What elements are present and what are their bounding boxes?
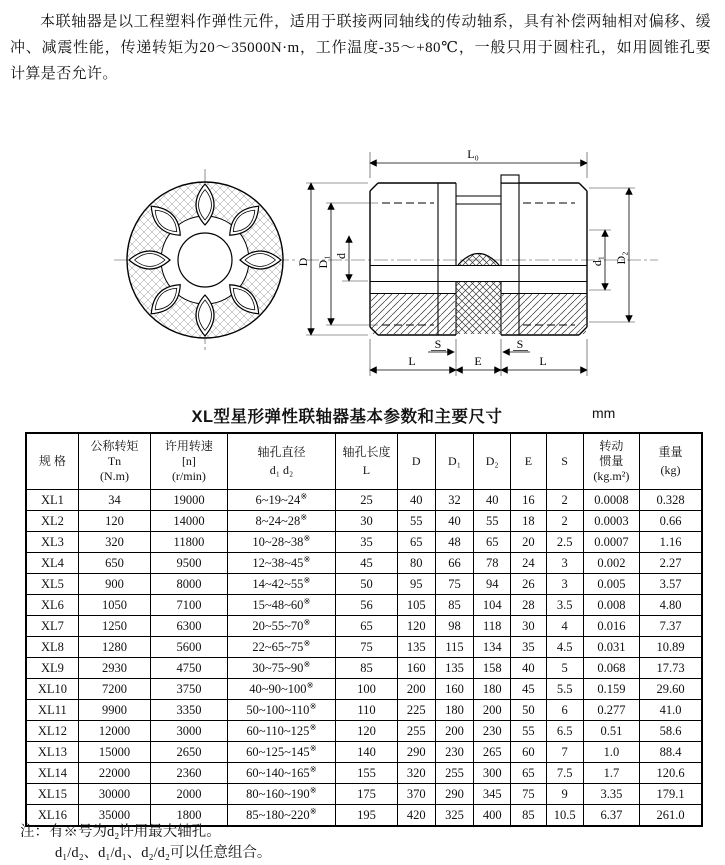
table-cell: 120 [397,616,435,637]
table-cell: 50 [336,574,397,595]
dim-label-d1: d₁ [590,255,604,267]
table-cell: 15000 [78,742,150,763]
table-cell: 22000 [78,763,150,784]
table-cell: 41.0 [640,700,702,721]
table-cell: 4 [546,616,583,637]
table-row [26,574,702,595]
table-cell: 55 [474,511,511,532]
table-row [26,637,702,658]
table-cell: 20~55~70※ [227,616,336,637]
table-cell: 200 [474,700,511,721]
table-cell: XL8 [26,637,78,658]
table-cell: 2.5 [546,532,583,553]
front-view [114,169,297,351]
max-bore-star: ※ [306,679,314,690]
dim-label-D2: D₂ [614,251,628,265]
table-cell: 16 [511,490,546,511]
table-cell: 290 [435,784,473,805]
spec-table-body [26,490,702,827]
table-cell: 30 [336,511,397,532]
table-cell: 120 [78,511,150,532]
dim-label-D: D [296,257,310,267]
table-cell: 65 [336,616,397,637]
table-cell: 40 [397,490,435,511]
table-row [26,595,702,616]
table-cell: 1050 [78,595,150,616]
table-cell: 225 [397,700,435,721]
table-cell: XL2 [26,511,78,532]
max-bore-star: ※ [309,700,317,711]
max-bore-star: ※ [303,637,311,648]
table-cell: 195 [336,805,397,827]
table-row [26,511,702,532]
table-cell: 2 [546,511,583,532]
table-cell: 94 [474,574,511,595]
table-cell: 5600 [151,637,227,658]
max-bore-star: ※ [309,742,317,753]
table-cell: 320 [397,763,435,784]
table-cell: 17.73 [640,658,702,679]
table-cell: XL7 [26,616,78,637]
table-cell: 0.277 [583,700,639,721]
table-cell: 80~160~190※ [227,784,336,805]
table-cell: 45 [511,679,546,700]
table-cell: 6~19~24※ [227,490,336,511]
table-cell: 400 [474,805,511,827]
table-cell: XL4 [26,553,78,574]
table-cell: 11800 [151,532,227,553]
table-cell: 28 [511,595,546,616]
table-cell: 7.37 [640,616,702,637]
table-cell: 60~110~125※ [227,721,336,742]
table-cell: 1.0 [583,742,639,763]
table-cell: 120 [336,721,397,742]
col-header-6: D₁ [435,433,473,490]
table-cell: 4.80 [640,595,702,616]
table-cell: 345 [474,784,511,805]
table-row [26,658,702,679]
table-cell: 34 [78,490,150,511]
table-row [26,532,702,553]
table-cell: 40 [435,511,473,532]
max-bore-star: ※ [303,595,311,606]
table-cell: 75 [511,784,546,805]
col-header-8: E [511,433,546,490]
table-title-row [0,399,725,431]
col-header-3: 轴孔直径 d₁ d₂ [227,433,336,490]
table-cell: 20 [511,532,546,553]
table-cell: 40 [511,658,546,679]
table-cell: 18 [511,511,546,532]
table-cell: 180 [435,700,473,721]
table-cell: 135 [435,658,473,679]
table-cell: 5 [546,658,583,679]
table-cell: 10.5 [546,805,583,827]
table-cell: 7100 [151,595,227,616]
table-cell: 7200 [78,679,150,700]
table-cell: 0.005 [583,574,639,595]
table-cell: 12000 [78,721,150,742]
note-line-2: d₁/d₂、d₁/d₁、d₂/d₂可以任意组合。 [55,845,272,861]
max-bore-star: ※ [300,490,308,501]
dim-label-S-right: S [516,337,524,351]
table-cell: 0.016 [583,616,639,637]
table-cell: 60~125~145※ [227,742,336,763]
col-header-11: 重量 (kg) [640,433,702,490]
table-cell: XL14 [26,763,78,784]
spec-table-head [26,433,702,490]
table-cell: 420 [397,805,435,827]
table-cell: 0.0007 [583,532,639,553]
table-cell: 140 [336,742,397,763]
section-view [296,147,658,376]
max-bore-star: ※ [309,721,317,732]
table-cell: 7 [546,742,583,763]
table-cell: 0.068 [583,658,639,679]
col-header-1: 公称转矩 Tn (N.m) [78,433,150,490]
table-cell: 0.002 [583,553,639,574]
table-cell: 5.5 [546,679,583,700]
max-bore-star: ※ [300,511,308,522]
table-cell: 9 [546,784,583,805]
coupling-figure [0,138,725,396]
table-cell: 58.6 [640,721,702,742]
table-cell: 40 [474,490,511,511]
dim-label-L0: L₀ [467,147,479,161]
table-cell: 24 [511,553,546,574]
max-bore-star: ※ [309,784,317,795]
table-cell: 160 [397,658,435,679]
table-row [26,490,702,511]
table-cell: 85 [511,805,546,827]
table-cell: 35 [336,532,397,553]
max-bore-star: ※ [303,553,311,564]
table-cell: XL9 [26,658,78,679]
col-header-2: 许用转速 [n] (r/min) [151,433,227,490]
col-header-0: 规 格 [26,433,78,490]
col-header-9: S [546,433,583,490]
table-cell: 35000 [78,805,150,827]
table-cell: 65 [511,763,546,784]
table-cell: 48 [435,532,473,553]
table-cell: 9500 [151,553,227,574]
table-row [26,721,702,742]
table-cell: 50 [511,700,546,721]
table-cell: 110 [336,700,397,721]
table-cell: 3 [546,553,583,574]
dim-label-L-right: L [539,354,547,368]
table-cell: 2650 [151,742,227,763]
table-cell: 0.0008 [583,490,639,511]
table-cell: 29.60 [640,679,702,700]
table-cell: 100 [336,679,397,700]
table-cell: 0.66 [640,511,702,532]
table-cell: 26 [511,574,546,595]
table-cell: 75 [336,637,397,658]
table-cell: 160 [435,679,473,700]
table-cell: 3350 [151,700,227,721]
table-cell: 118 [474,616,511,637]
bore-circle [178,233,232,287]
table-cell: 0.159 [583,679,639,700]
table-cell: 9900 [78,700,150,721]
table-cell: 200 [435,721,473,742]
table-cell: 4750 [151,658,227,679]
max-bore-star: ※ [309,763,317,774]
table-cell: XL13 [26,742,78,763]
table-cell: 80 [397,553,435,574]
table-cell: 85~180~220※ [227,805,336,827]
table-cell: 10.89 [640,637,702,658]
table-cell: 115 [435,637,473,658]
table-cell: XL1 [26,490,78,511]
table-unit: mm [592,405,616,421]
table-cell: 10~28~38※ [227,532,336,553]
dim-label-E: E [474,354,482,368]
max-bore-star: ※ [309,805,317,816]
table-row [26,553,702,574]
table-cell: 30000 [78,784,150,805]
dim-label-d: d [334,253,348,259]
table-cell: 19000 [151,490,227,511]
table-cell: 95 [397,574,435,595]
table-cell: 2000 [151,784,227,805]
table-cell: 158 [474,658,511,679]
intro-paragraph: 本联轴器是以工程塑料作弹性元件，适用于联接两同轴线的传动轴系，具有补偿两轴相对偏移、缓冲、减震性能，传递转矩为20～35000N·m，工作温度-35～+80℃，一般只用于圆柱孔，如用圆锥孔要计算是否允许。 [10,14,711,82]
table-cell: 45 [336,553,397,574]
table-cell: 30 [511,616,546,637]
table-cell: XL3 [26,532,78,553]
spec-table [25,432,703,827]
table-cell: XL6 [26,595,78,616]
table-cell: 3.35 [583,784,639,805]
table-cell: XL16 [26,805,78,827]
table-cell: 230 [435,742,473,763]
table-row [26,679,702,700]
table-title: XL型星形弹性联轴器基本参数和主要尺寸 [191,408,503,426]
table-cell: 320 [78,532,150,553]
table-cell: 55 [511,721,546,742]
table-cell: 0.031 [583,637,639,658]
table-cell: 65 [397,532,435,553]
table-cell: 15~48~60※ [227,595,336,616]
table-cell: 3.5 [546,595,583,616]
table-row [26,763,702,784]
table-row [26,616,702,637]
max-bore-star: ※ [303,616,311,627]
table-cell: 85 [336,658,397,679]
notes [20,822,271,864]
table-cell: 120.6 [640,763,702,784]
note-line-1: 注：有※号为d₂许用最大轴孔。 [20,824,221,840]
table-cell: 104 [474,595,511,616]
table-cell: 255 [397,721,435,742]
table-cell: 3000 [151,721,227,742]
col-header-4: 轴孔长度 L [336,433,397,490]
table-cell: 6 [546,700,583,721]
table-cell: 14~42~55※ [227,574,336,595]
table-cell: 40~90~100※ [227,679,336,700]
table-cell: 650 [78,553,150,574]
col-header-5: D [397,433,435,490]
table-cell: 290 [397,742,435,763]
table-cell: 105 [397,595,435,616]
table-cell: 98 [435,616,473,637]
table-cell: 155 [336,763,397,784]
table-cell: 3.57 [640,574,702,595]
table-cell: 230 [474,721,511,742]
table-cell: 7.5 [546,763,583,784]
table-cell: 325 [435,805,473,827]
max-bore-star: ※ [303,574,311,585]
table-cell: 0.328 [640,490,702,511]
table-cell: 4.5 [546,637,583,658]
table-cell: XL12 [26,721,78,742]
table-cell: 6300 [151,616,227,637]
table-cell: 2 [546,490,583,511]
table-cell: 3 [546,574,583,595]
table-cell: 6.5 [546,721,583,742]
table-cell: XL5 [26,574,78,595]
table-cell: 75 [435,574,473,595]
table-cell: 32 [435,490,473,511]
table-cell: 56 [336,595,397,616]
max-bore-star: ※ [303,532,311,543]
table-cell: 0.51 [583,721,639,742]
technical-drawing [0,138,725,396]
table-cell: 0.0003 [583,511,639,532]
table-cell: 60~140~165※ [227,763,336,784]
table-row [26,700,702,721]
table-cell: 30~75~90※ [227,658,336,679]
table-cell: 2930 [78,658,150,679]
table-cell: 2360 [151,763,227,784]
table-cell: 50~100~110※ [227,700,336,721]
table-cell: 175 [336,784,397,805]
table-cell: 14000 [151,511,227,532]
table-cell: 255 [435,763,473,784]
table-cell: 1250 [78,616,150,637]
table-cell: 900 [78,574,150,595]
dim-label-S-left: S [434,337,442,351]
table-cell: 22~65~75※ [227,637,336,658]
table-cell: 25 [336,490,397,511]
table-cell: 0.008 [583,595,639,616]
table-cell: 6.37 [583,805,639,827]
table-cell: 65 [474,532,511,553]
table-cell: XL15 [26,784,78,805]
table-cell: 55 [397,511,435,532]
table-cell: 88.4 [640,742,702,763]
table-cell: 179.1 [640,784,702,805]
dim-label-D1: D₁ [316,255,330,269]
table-cell: 135 [397,637,435,658]
table-row [26,742,702,763]
dim-label-L-left: L [408,354,416,368]
max-bore-star: ※ [303,658,311,669]
table-cell: 261.0 [640,805,702,827]
table-cell: 2.27 [640,553,702,574]
table-cell: 3750 [151,679,227,700]
table-cell: 1.7 [583,763,639,784]
table-row [26,784,702,805]
table-cell: 78 [474,553,511,574]
table-cell: 134 [474,637,511,658]
table-cell: 200 [397,679,435,700]
table-cell: 85 [435,595,473,616]
table-cell: 12~38~45※ [227,553,336,574]
table-cell: XL10 [26,679,78,700]
table-cell: 180 [474,679,511,700]
table-cell: 60 [511,742,546,763]
table-cell: 66 [435,553,473,574]
table-cell: XL11 [26,700,78,721]
table-cell: 1280 [78,637,150,658]
table-cell: 35 [511,637,546,658]
col-header-7: D₂ [474,433,511,490]
table-cell: 370 [397,784,435,805]
table-cell: 300 [474,763,511,784]
table-cell: 265 [474,742,511,763]
col-header-10: 转动 惯量 (kg.m²) [583,433,639,490]
table-cell: 1800 [151,805,227,827]
table-cell: 8~24~28※ [227,511,336,532]
table-cell: 1.16 [640,532,702,553]
table-cell: 8000 [151,574,227,595]
